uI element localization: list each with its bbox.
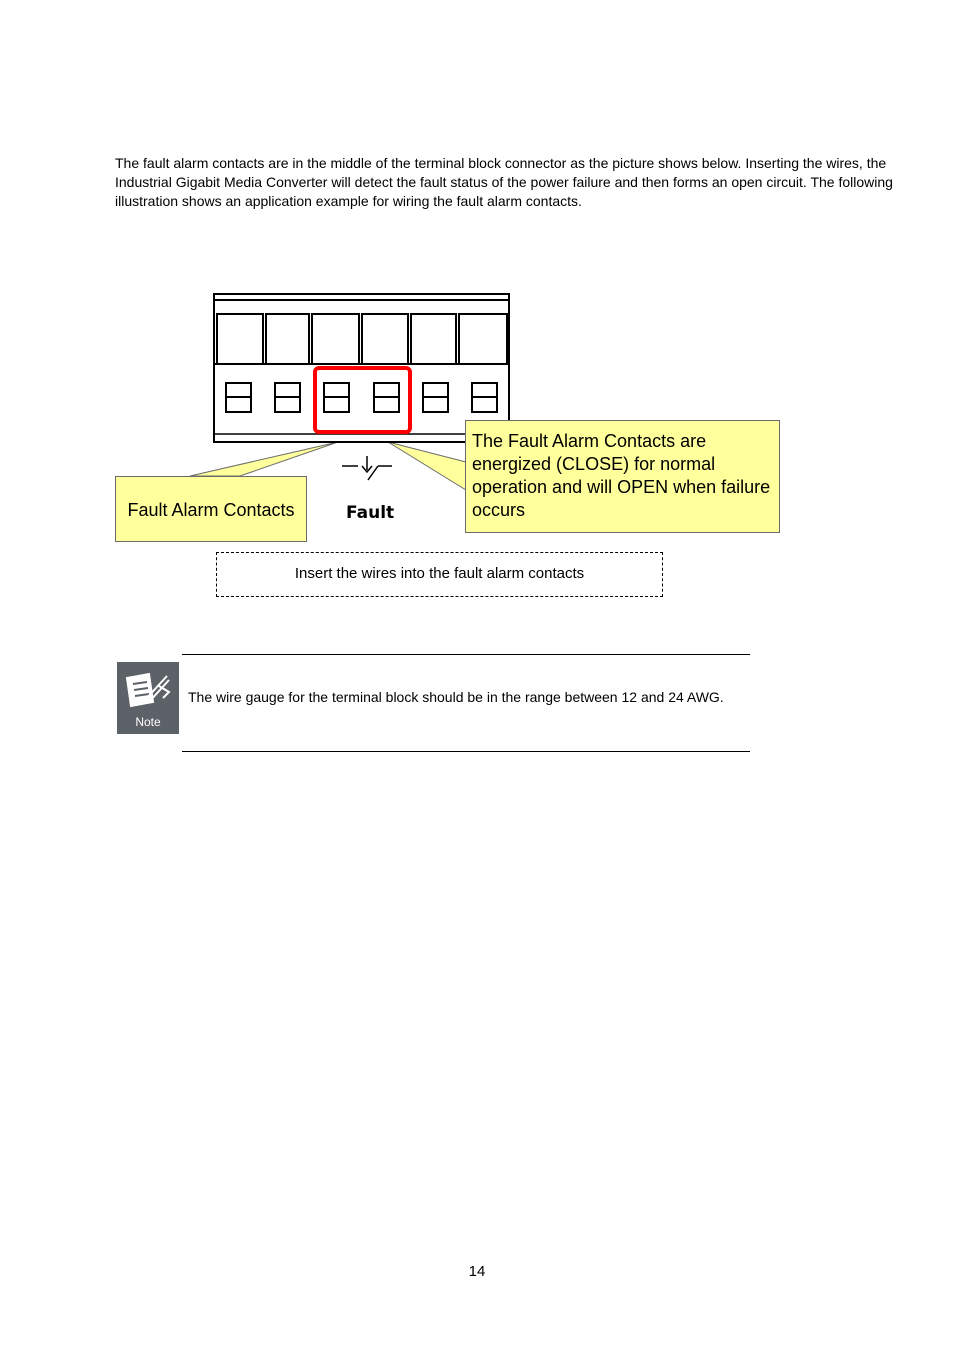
note-icon-label: Note	[135, 715, 161, 729]
note-bottom-divider	[182, 751, 750, 752]
relay-contact-symbol	[342, 456, 392, 480]
intro-paragraph: The fault alarm contacts are in the middle of the terminal block connector as the picture shows below. Inserting the wires, the Industrial Gigabit Media Converter will detect the fault status of the power failure and then forms an open circuit. The following illustration shows an application example for wiring the fault alarm contacts.	[115, 155, 893, 209]
fault-label: Fault	[346, 503, 395, 523]
fault-alarm-explanation-callout: The Fault Alarm Contacts are energized (CLOSE) for normal operation and will OPEN when failure occurs	[465, 420, 780, 533]
page-number: 14	[468, 1263, 486, 1280]
left-callout-pointer	[190, 442, 338, 476]
right-callout-pointer	[388, 442, 466, 490]
fault-alarm-contacts-callout: Fault Alarm Contacts	[115, 476, 307, 542]
note-text: The wire gauge for the terminal block should be in the range between 12 and 24 AWG.	[188, 689, 724, 705]
insert-wires-caption: Insert the wires into the fault alarm contacts	[216, 552, 663, 597]
note-top-divider	[182, 654, 750, 655]
terminal-block-figure	[0, 0, 954, 620]
note-icon	[117, 662, 179, 734]
